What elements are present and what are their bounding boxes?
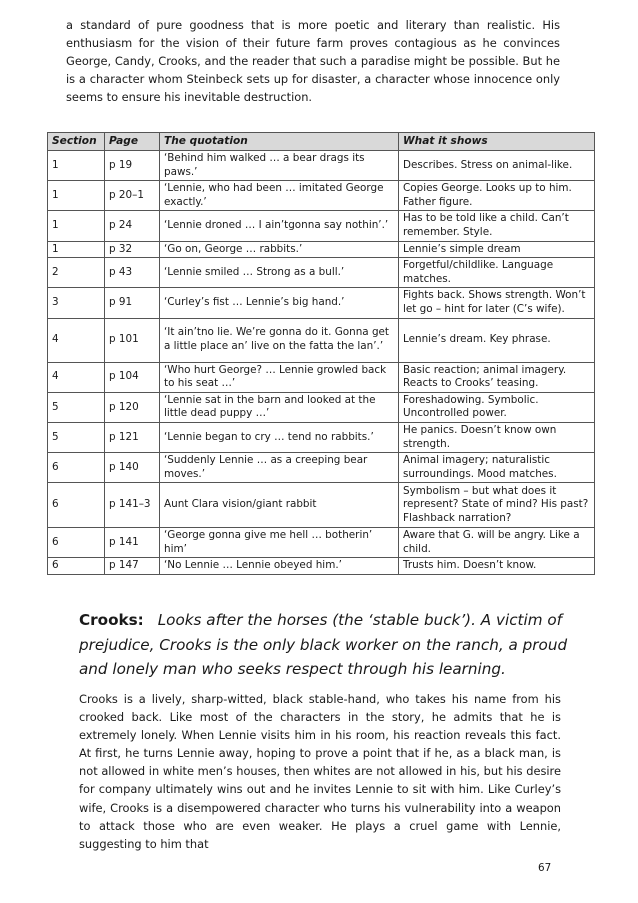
cell-section: 6 bbox=[48, 558, 105, 575]
cell-page: p 19 bbox=[105, 151, 160, 181]
cell-shows: Has to be told like a child. Can’t remember. Style. bbox=[399, 211, 595, 241]
crooks-summary: Looks after the horses (the ‘stable buck’). A victim of prejudice, Crooks is the only black worker on the ranch, a proud and lonely man who seeks respect through his learning. bbox=[79, 611, 568, 679]
cell-quotation: ‘Lennie began to cry … tend no rabbits.’ bbox=[160, 422, 399, 452]
cell-shows: Fights back. Shows strength. Won’t let go – hint for later (C’s wife). bbox=[399, 288, 595, 318]
cell-quotation: ‘Who hurt George? … Lennie growled back to his seat …’ bbox=[160, 362, 399, 392]
cell-section: 2 bbox=[48, 258, 105, 288]
cell-page: p 32 bbox=[105, 241, 160, 258]
table-row bbox=[48, 151, 595, 181]
cell-section: 4 bbox=[48, 362, 105, 392]
cell-quotation: ‘George gonna give me hell … botherin’ him’ bbox=[160, 528, 399, 558]
table-row bbox=[48, 422, 595, 452]
cell-page: p 24 bbox=[105, 211, 160, 241]
table-header-row bbox=[48, 133, 595, 151]
cell-quotation: ‘Suddenly Lennie … as a creeping bear moves.’ bbox=[160, 453, 399, 483]
cell-page: p 147 bbox=[105, 558, 160, 575]
header-section: Section bbox=[48, 133, 105, 151]
cell-shows: Symbolism – but what does it represent? State of mind? His past? Flashback narration? bbox=[399, 483, 595, 528]
cell-section: 1 bbox=[48, 241, 105, 258]
cell-quotation: ‘No Lennie … Lennie obeyed him.’ bbox=[160, 558, 399, 575]
table-row bbox=[48, 181, 595, 211]
table-row bbox=[48, 453, 595, 483]
table-row bbox=[48, 558, 595, 575]
cell-page: p 43 bbox=[105, 258, 160, 288]
cell-shows: Animal imagery; naturalistic surroundings. Mood matches. bbox=[399, 453, 595, 483]
cell-page: p 20–1 bbox=[105, 181, 160, 211]
cell-quotation: ‘It ain’tno lie. We’re gonna do it. Gonna get a little place an’ live on the fatta the lan’.’ bbox=[160, 318, 399, 362]
header-page: Page bbox=[105, 133, 160, 151]
crooks-heading bbox=[79, 608, 569, 682]
cell-shows: Copies George. Looks up to him. Father figure. bbox=[399, 181, 595, 211]
crooks-name: Crooks: bbox=[79, 611, 144, 629]
cell-quotation: ‘Lennie, who had been … imitated George exactly.’ bbox=[160, 181, 399, 211]
table-row bbox=[48, 362, 595, 392]
cell-page: p 141 bbox=[105, 528, 160, 558]
cell-section: 6 bbox=[48, 528, 105, 558]
cell-quotation: ‘Lennie sat in the barn and looked at the little dead puppy …’ bbox=[160, 392, 399, 422]
cell-page: p 120 bbox=[105, 392, 160, 422]
page-number: 67 bbox=[538, 862, 552, 874]
cell-shows: Describes. Stress on animal-like. bbox=[399, 151, 595, 181]
cell-quotation: ‘Lennie droned … I ain’tgonna say nothin’.’ bbox=[160, 211, 399, 241]
cell-quotation: ‘Go on, George … rabbits.’ bbox=[160, 241, 399, 258]
quotations-table bbox=[47, 132, 595, 575]
cell-section: 5 bbox=[48, 422, 105, 452]
cell-shows: Lennie’s dream. Key phrase. bbox=[399, 318, 595, 362]
cell-quotation: Aunt Clara vision/giant rabbit bbox=[160, 483, 399, 528]
cell-shows: Trusts him. Doesn’t know. bbox=[399, 558, 595, 575]
cell-section: 4 bbox=[48, 318, 105, 362]
cell-shows: Basic reaction; animal imagery. Reacts to Crooks’ teasing. bbox=[399, 362, 595, 392]
table-row bbox=[48, 528, 595, 558]
intro-paragraph bbox=[66, 16, 560, 106]
table-row bbox=[48, 483, 595, 528]
cell-page: p 101 bbox=[105, 318, 160, 362]
cell-page: p 141–3 bbox=[105, 483, 160, 528]
cell-page: p 140 bbox=[105, 453, 160, 483]
cell-section: 1 bbox=[48, 211, 105, 241]
cell-shows: Forgetful/childlike. Language matches. bbox=[399, 258, 595, 288]
table-row bbox=[48, 392, 595, 422]
intro-text: a standard of pure goodness that is more poetic and literary than realistic. His enthusiasm for the vision of their future farm proves contagious as he convinces George, Candy, Crooks, and the reader that such a paradise might be possible. But he is a character whom Steinbeck sets up for disaster, a character whose innocence only seems to ensure his inevitable destruction. bbox=[66, 18, 560, 105]
cell-section: 1 bbox=[48, 151, 105, 181]
cell-page: p 91 bbox=[105, 288, 160, 318]
cell-page: p 104 bbox=[105, 362, 160, 392]
cell-shows: Foreshadowing. Symbolic. Uncontrolled power. bbox=[399, 392, 595, 422]
cell-section: 6 bbox=[48, 453, 105, 483]
table-row bbox=[48, 211, 595, 241]
cell-page: p 121 bbox=[105, 422, 160, 452]
header-what-it-shows: What it shows bbox=[399, 133, 595, 151]
table-row bbox=[48, 288, 595, 318]
table-row bbox=[48, 318, 595, 362]
cell-quotation: ‘Behind him walked … a bear drags its paws.’ bbox=[160, 151, 399, 181]
cell-quotation: ‘Lennie smiled … Strong as a bull.’ bbox=[160, 258, 399, 288]
cell-section: 1 bbox=[48, 181, 105, 211]
cell-section: 6 bbox=[48, 483, 105, 528]
cell-quotation: ‘Curley’s fist … Lennie’s big hand.’ bbox=[160, 288, 399, 318]
cell-shows: Lennie’s simple dream bbox=[399, 241, 595, 258]
cell-shows: He panics. Doesn’t know own strength. bbox=[399, 422, 595, 452]
cell-section: 5 bbox=[48, 392, 105, 422]
cell-shows: Aware that G. will be angry. Like a child. bbox=[399, 528, 595, 558]
crooks-body-paragraph: Crooks is a lively, sharp-witted, black stable-hand, who takes his name from his crooked back. Like most of the characters in the story, he admits that he is extremely lonely. When Lennie visits him in his room, his reaction reveals this fact. At first, he turns Lennie away, hoping to prove a point that if he, as a black man, is not allowed in white men’s houses, then whites are not allowed in his, but his desire for company ultimately wins out and he invites Lennie to sit with him. Like Curley’s wife, Crooks is a disempowered character who turns his vulnerability into a weapon to attack those who are even weaker. He plays a cruel game with Lennie, suggesting to him that bbox=[79, 692, 561, 851]
header-quotation: The quotation bbox=[160, 133, 399, 151]
table-row bbox=[48, 258, 595, 288]
table-row bbox=[48, 241, 595, 258]
cell-section: 3 bbox=[48, 288, 105, 318]
